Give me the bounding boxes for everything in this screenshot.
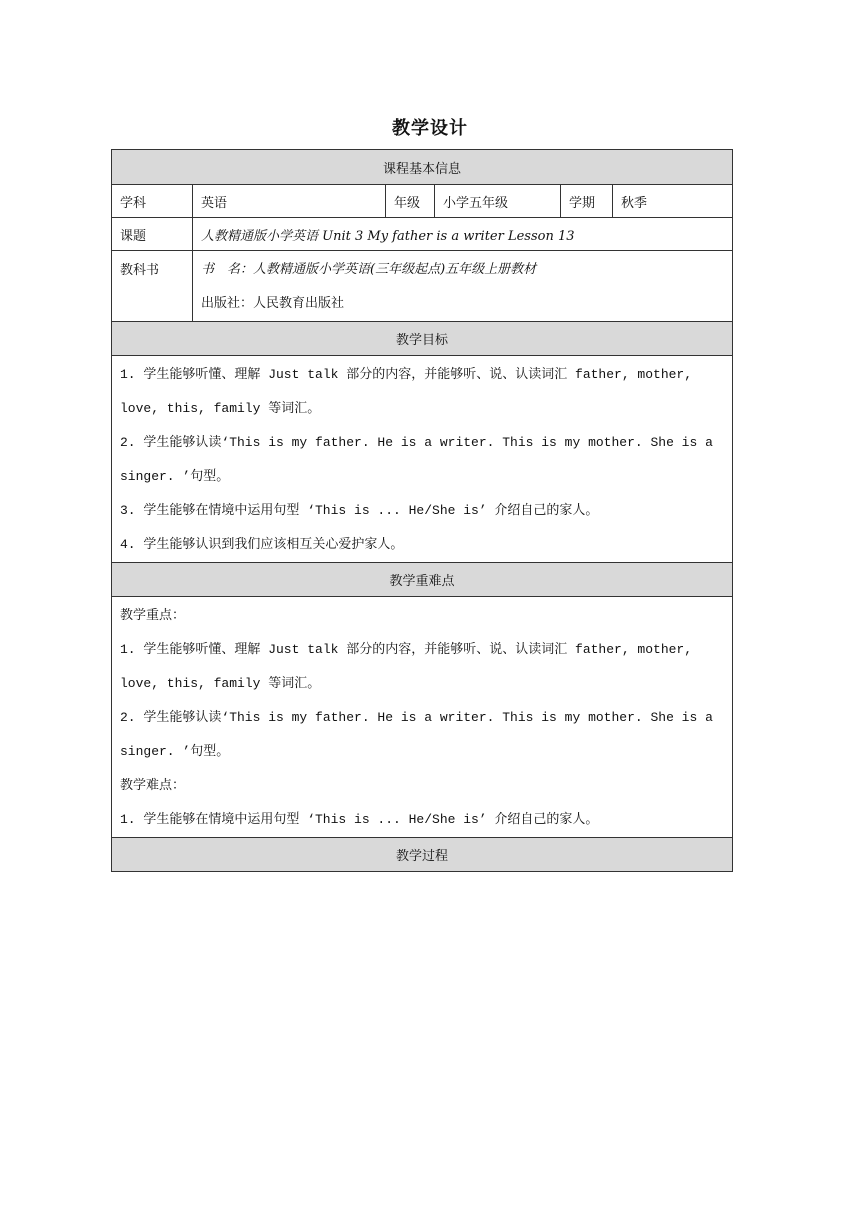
textbook-publisher: 出版社：人民教育出版社 xyxy=(201,296,345,311)
difficulty-line: 1. 学生能够在情境中运用句型 ‘This is ... He/She is’ 介绍自己的家人。 xyxy=(120,812,599,827)
objective-line: 1. 学生能够听懂、理解 Just talk 部分的内容，并能够听、说、认读词汇 father, mother, xyxy=(120,367,693,382)
section-header-process: 教学过程 xyxy=(112,838,733,872)
document-title: 教学设计 xyxy=(392,118,468,139)
objective-line: singer. ’句型。 xyxy=(120,469,230,484)
key-points-subheading: 教学重点： xyxy=(120,608,186,623)
section-header-key-points: 教学重难点 xyxy=(112,563,733,597)
objectives-content xyxy=(112,356,733,563)
key-point-line: 1. 学生能够听懂、理解 Just talk 部分的内容，并能够听、说、认读词汇 father, mother, xyxy=(120,642,693,657)
topic-label: 课题 xyxy=(112,218,193,251)
objective-line: 2. 学生能够认读‘This is my father. He is a writer. This is my mother. She is a xyxy=(120,435,713,450)
section-header-objectives: 教学目标 xyxy=(112,322,733,356)
key-point-line: love, this, family 等词汇。 xyxy=(120,676,321,691)
term-label: 学期 xyxy=(561,185,613,218)
subject-label: 学科 xyxy=(112,185,193,218)
topic-value: 人教精通版小学英语 Unit 3 My father is a writer Lesson 13 xyxy=(193,218,733,251)
objective-line: love, this, family 等词汇。 xyxy=(120,401,321,416)
key-point-line: 2. 学生能够认读‘This is my father. He is a writer. This is my mother. She is a xyxy=(120,710,713,725)
key-points-content xyxy=(112,597,733,838)
textbook-label: 教科书 xyxy=(112,251,193,322)
objective-line: 4. 学生能够认识到我们应该相互关心爱护家人。 xyxy=(120,537,404,552)
textbook-info xyxy=(193,251,733,322)
grade-value: 小学五年级 xyxy=(435,185,561,218)
key-point-line: singer. ’句型。 xyxy=(120,744,230,759)
grade-label: 年级 xyxy=(386,185,435,218)
lesson-design-table xyxy=(111,149,733,872)
textbook-name: 书 名：人教精通版小学英语(三年级起点)五年级上册教材 xyxy=(201,262,537,277)
objective-line: 3. 学生能够在情境中运用句型 ‘This is ... He/She is’ 介绍自己的家人。 xyxy=(120,503,599,518)
section-header-basic-info: 课程基本信息 xyxy=(112,150,733,185)
difficulty-subheading: 教学难点： xyxy=(120,778,186,793)
term-value: 秋季 xyxy=(613,185,733,218)
subject-value: 英语 xyxy=(193,185,386,218)
